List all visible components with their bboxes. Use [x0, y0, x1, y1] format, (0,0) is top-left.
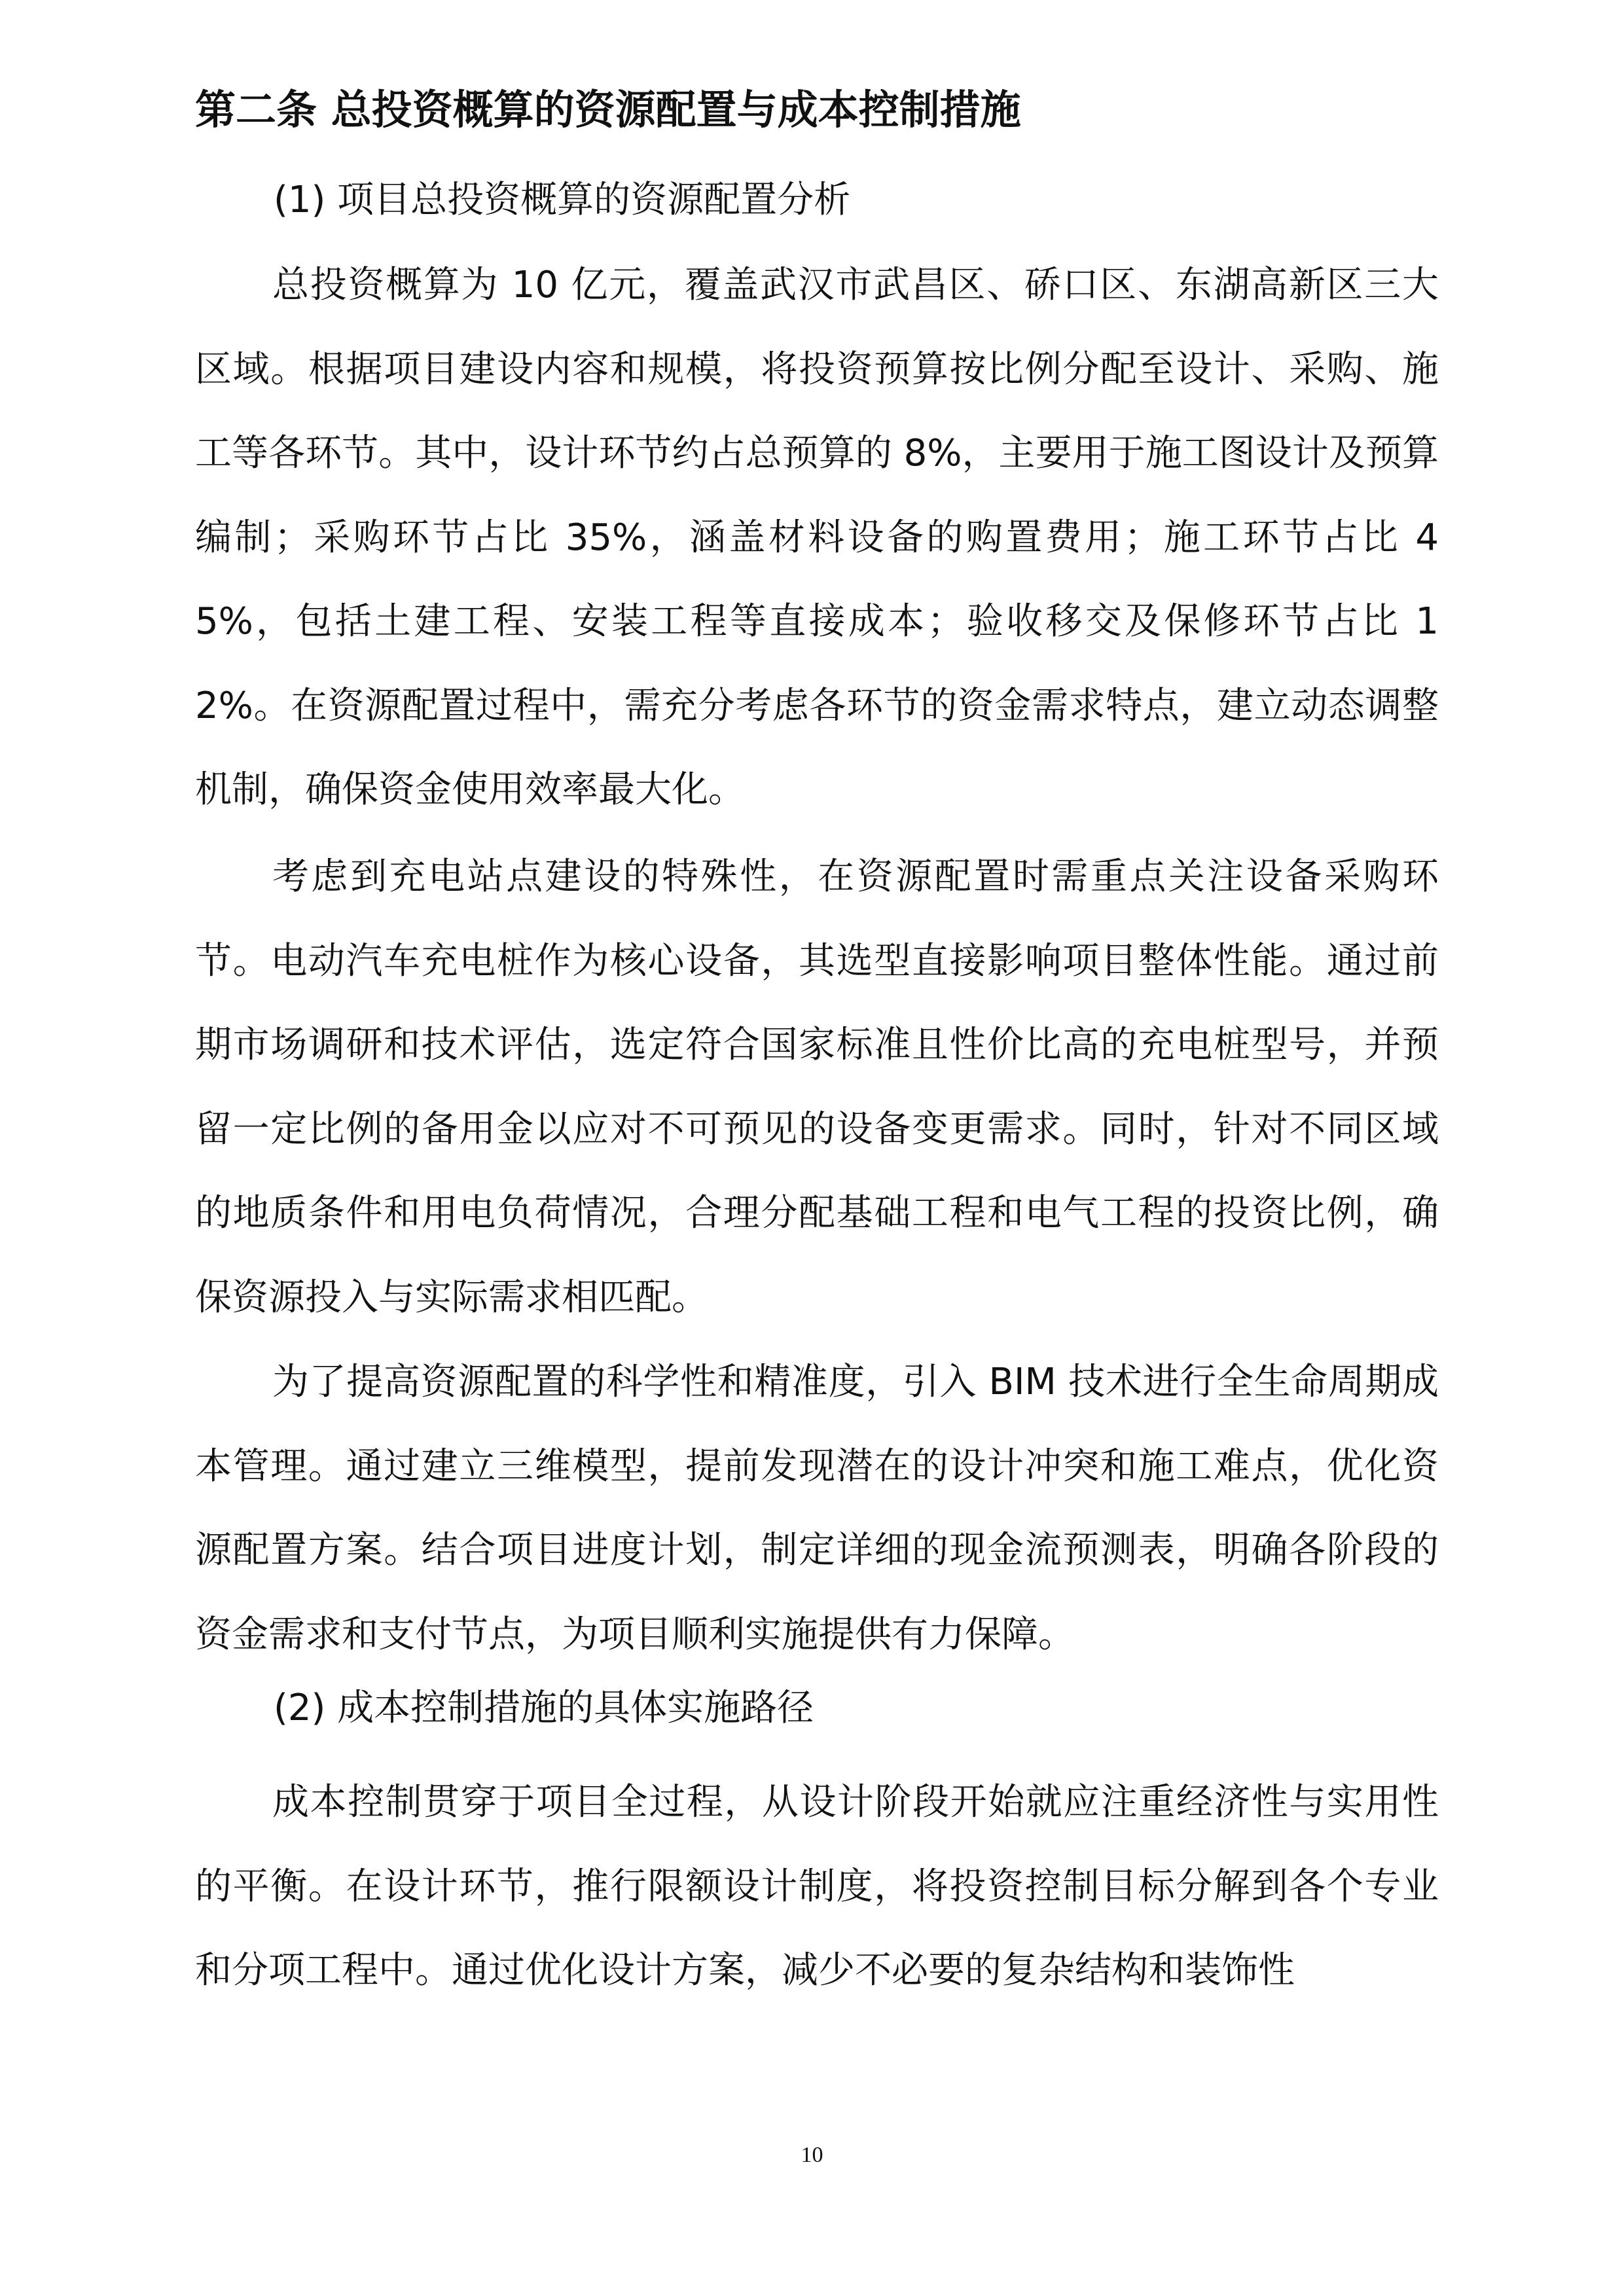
page-number: 10	[801, 2143, 823, 2167]
paragraph-equipment-procurement: 考虑到充电站点建设的特殊性，在资源配置时需重点关注设备采购环节。电动汽车充电桩作为核心设备，其选型直接影响项目整体性能。通过前期市场调研和技术评估，选定符合国家标准且性价比高的充电桩型号，并预留一定比例的备用金以应对不可预见的设备变更需求。同时，针对不同区域的地质条件和用电负荷情况，合理分配基础工程和电气工程的投资比例，确保资源投入与实际需求相匹配。	[195, 855, 1439, 1319]
paragraph-budget-allocation: 总投资概算为 10 亿元，覆盖武汉市武昌区、硚口区、东湖高新区三大区域。根据项目建设内容和规模，将投资预算按比例分配至设计、采购、施工等各环节。其中，设计环节约占总预算的 8%，主要用于施工图设计及预算编制；采购环节占比 35%，涵盖材料设备的购置费用；施工环节占比 45%，包括土建工程、安装工程等直接成本；验收移交及保修环节占比 12%。在资源配置过程中，需充分考虑各环节的资金需求特点，建立动态调整机制，确保资金使用效率最大化。	[195, 264, 1439, 811]
subsection-2-heading: (2) 成本控制措施的具体实施路径	[274, 1687, 814, 1729]
paragraph-cost-control: 成本控制贯穿于项目全过程，从设计阶段开始就应注重经济性与实用性的平衡。在设计环节，推行限额设计制度，将投资控制目标分解到各个专业和分项工程中。通过优化设计方案，减少不必要的复杂结构和装饰性	[195, 1781, 1439, 1992]
section-title: 第二条 总投资概算的资源配置与成本控制措施	[195, 86, 1021, 134]
paragraph-bim-management: 为了提高资源配置的科学性和精准度，引入 BIM 技术进行全生命周期成本管理。通过建立三维模型，提前发现潜在的设计冲突和施工难点，优化资源配置方案。结合项目进度计划，制定详细的现金流预测表，明确各阶段的资金需求和支付节点，为项目顺利实施提供有力保障。	[195, 1361, 1439, 1656]
subsection-1-heading: (1) 项目总投资概算的资源配置分析	[274, 179, 851, 221]
